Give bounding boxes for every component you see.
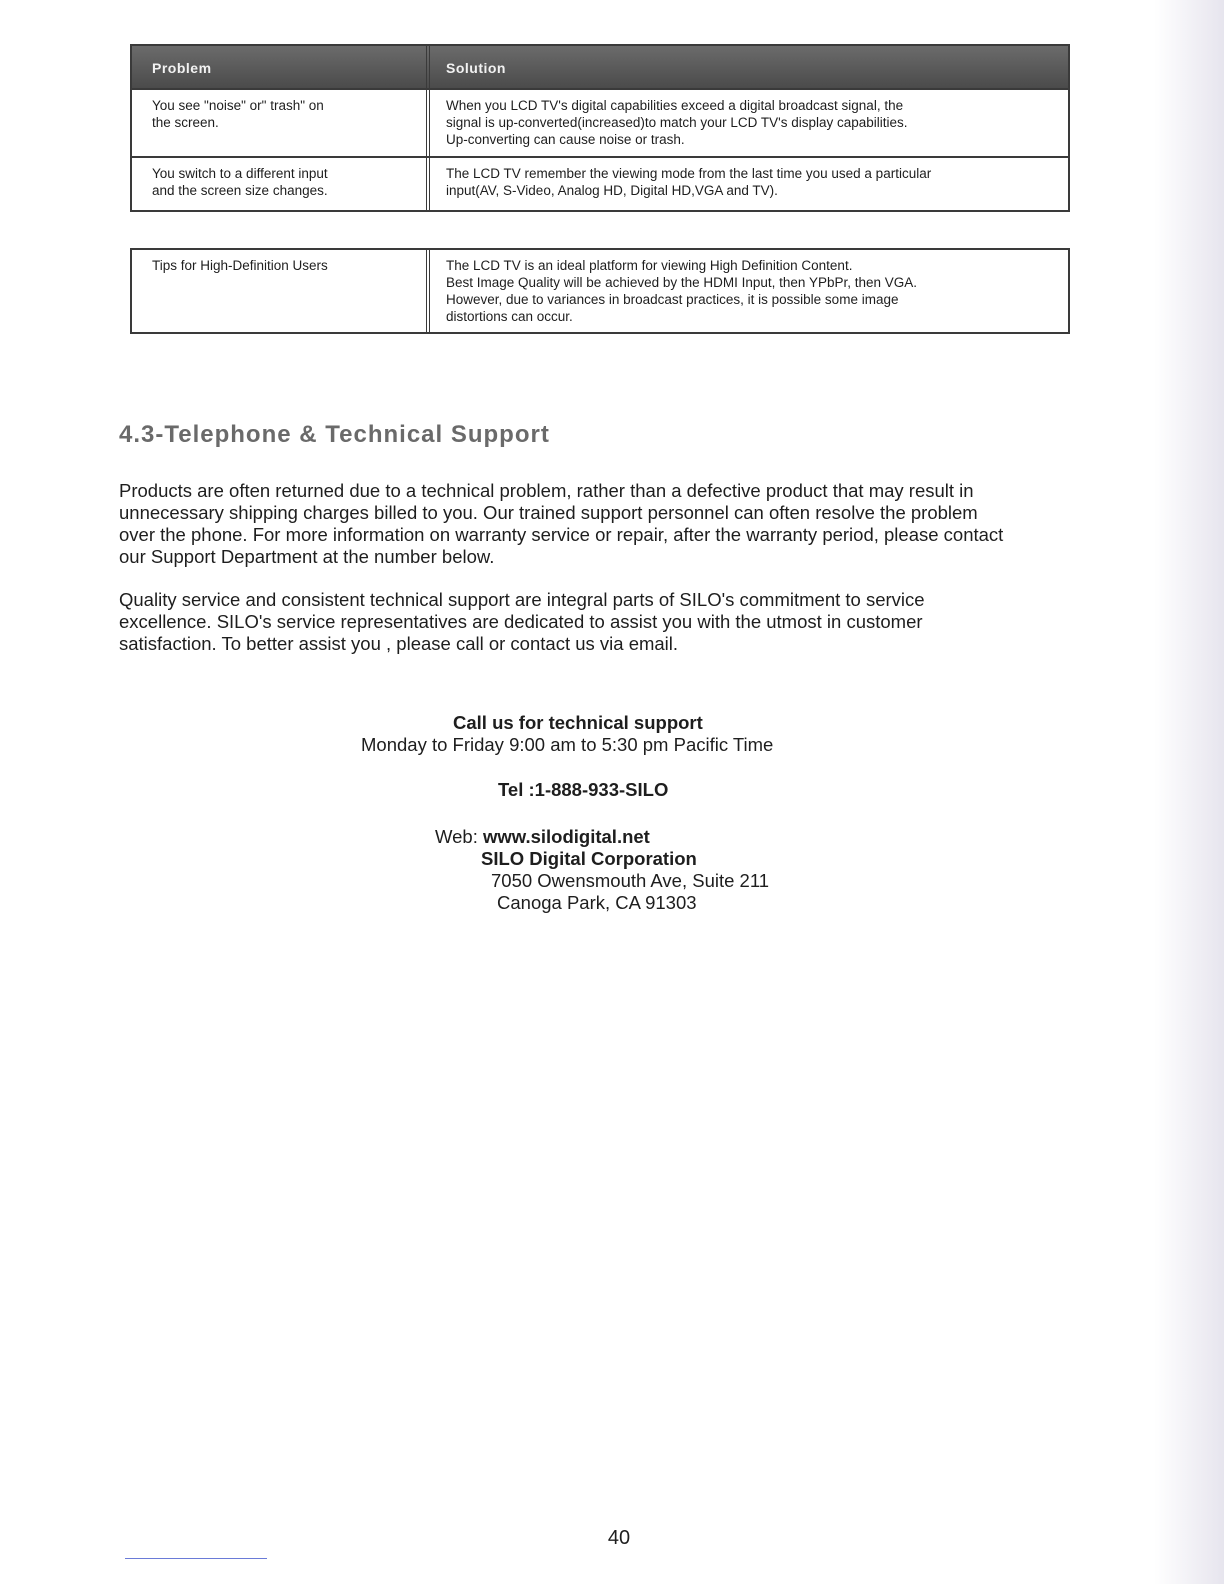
- tips-label: Tips for High-Definition Users: [132, 250, 430, 332]
- text-line: However, due to variances in broadcast practices, it is possible some image: [446, 292, 899, 307]
- tips-content: [430, 250, 1068, 332]
- web-link[interactable]: www.silodigital.net: [482, 826, 650, 847]
- text-line: When you LCD TV's digital capabilities exceed a digital broadcast signal, the: [446, 98, 904, 113]
- table-row: [132, 158, 1068, 210]
- text-line: satisfaction. To better assist you , please call or contact us via email.: [119, 633, 679, 654]
- tips-table: [130, 248, 1070, 334]
- text-line: Up-converting can cause noise or trash.: [446, 132, 685, 147]
- text-line: signal is up-converted(increased)to match your LCD TV's display capabilities.: [446, 115, 908, 130]
- company-name: SILO Digital Corporation: [481, 848, 697, 869]
- page-number: 40: [607, 1527, 631, 1549]
- address-line-2: Canoga Park, CA 91303: [497, 892, 697, 913]
- text-line: You see "noise" or" trash" on: [152, 98, 324, 113]
- table-header-row: [132, 46, 1068, 90]
- text-line: distortions can occur.: [446, 309, 573, 324]
- web-label: Web:: [435, 826, 483, 847]
- text-line: excellence. SILO's service representatives are dedicated to assist you with the utmost in customer: [119, 611, 923, 632]
- text-line: The LCD TV is an ideal platform for viewing High Definition Content.: [446, 258, 853, 273]
- table-row: [132, 90, 1068, 158]
- text-line: and the screen size changes.: [152, 183, 328, 198]
- text-line: Products are often returned due to a technical problem, rather than a defective product that may result in: [119, 480, 974, 501]
- contact-heading: Call us for technical support: [453, 712, 703, 733]
- header-problem: Problem: [132, 46, 430, 88]
- table-row: [132, 250, 1068, 332]
- text-line: Best Image Quality will be achieved by the HDMI Input, then YPbPr, then VGA.: [446, 275, 917, 290]
- text-line: input(AV, S-Video, Analog HD, Digital HD,VGA and TV).: [446, 183, 778, 198]
- telephone-number: Tel :1-888-933-SILO: [498, 779, 669, 800]
- paragraph-quality: [119, 589, 1159, 655]
- web-line: [435, 826, 650, 848]
- text-line: the screen.: [152, 115, 219, 130]
- text-line: You switch to a different input: [152, 166, 328, 181]
- problem-cell: [132, 90, 430, 156]
- address-line-1: 7050 Owensmouth Ave, Suite 211: [491, 870, 770, 891]
- text-line: our Support Department at the number below.: [119, 546, 495, 567]
- section-title: 4.3-Telephone & Technical Support: [119, 421, 550, 448]
- footer-rule: [125, 1558, 267, 1559]
- solution-cell: [430, 90, 1068, 156]
- text-line: The LCD TV remember the viewing mode from the last time you used a particular: [446, 166, 932, 181]
- problem-cell: [132, 158, 430, 210]
- solution-cell: [430, 158, 1068, 210]
- text-line: over the phone. For more information on warranty service or repair, after the warranty period, please contact: [119, 524, 1004, 545]
- paragraph-returns: [119, 480, 1159, 568]
- scan-edge-shadow: [1154, 0, 1224, 1584]
- text-line: unnecessary shipping charges billed to you. Our trained support personnel can often resolve the problem: [119, 502, 978, 523]
- header-solution: Solution: [446, 60, 506, 76]
- support-hours: Monday to Friday 9:00 am to 5:30 pm Pacific Time: [361, 734, 774, 755]
- troubleshooting-table: [130, 44, 1070, 212]
- text-line: Quality service and consistent technical support are integral parts of SILO's commitment to service: [119, 589, 925, 610]
